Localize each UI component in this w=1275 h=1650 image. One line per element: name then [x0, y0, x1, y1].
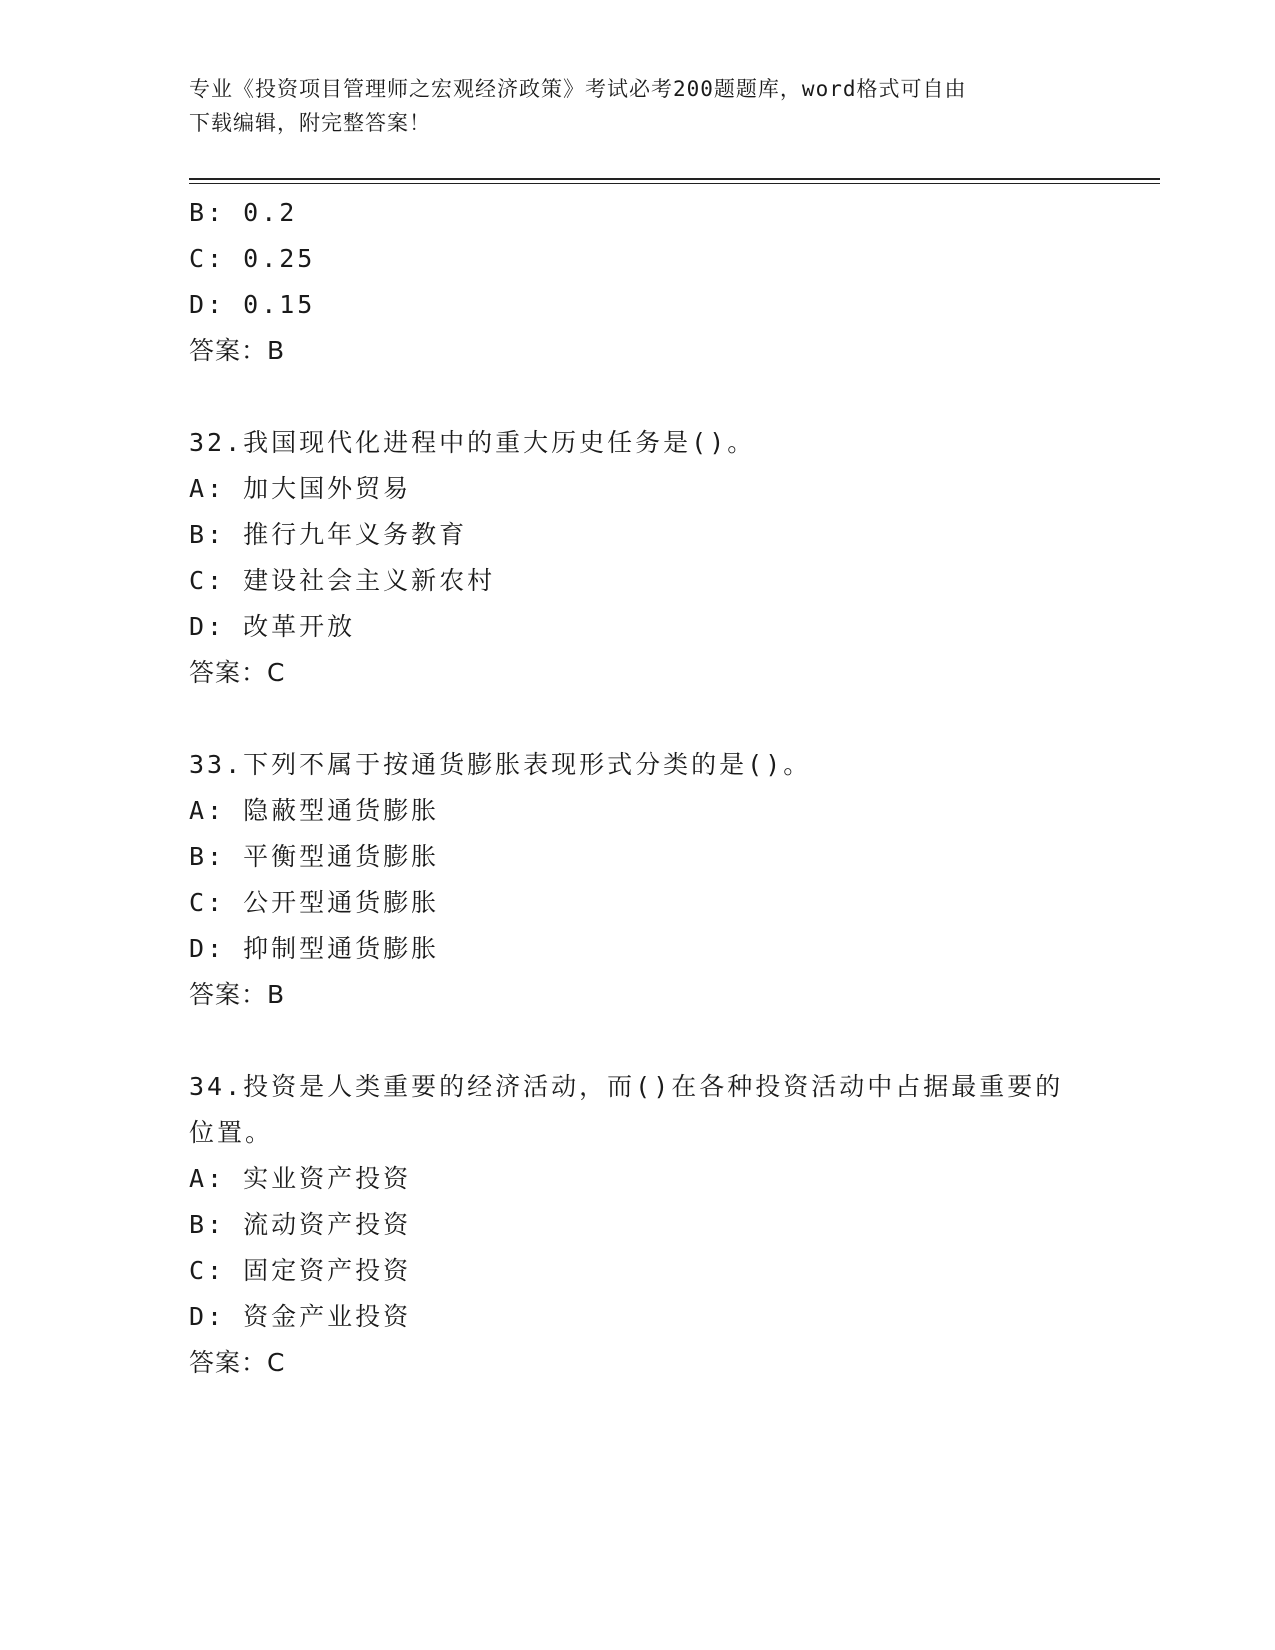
- option-d: D: 抑制型通货膨胀: [189, 934, 440, 963]
- header-divider-thick: [189, 178, 1160, 180]
- question-block-32: [189, 420, 1089, 696]
- option-c: C: 固定资产投资: [189, 1256, 412, 1285]
- option-d: D: 改革开放: [189, 612, 356, 641]
- option-a: A: 加大国外贸易: [189, 474, 412, 503]
- header-line-1: 专业《投资项目管理师之宏观经济政策》考试必考200题题库，word格式可自由: [189, 77, 967, 101]
- option-c: C: 公开型通货膨胀: [189, 888, 440, 917]
- question-text: 33.下列不属于按通货膨胀表现形式分类的是()。: [189, 750, 812, 779]
- header-divider-thin: [189, 183, 1160, 184]
- document-header: [189, 72, 1089, 140]
- question-block-33: [189, 742, 1089, 1018]
- option-a: A: 隐蔽型通货膨胀: [189, 796, 440, 825]
- option-b: B: 平衡型通货膨胀: [189, 842, 440, 871]
- option-b: B: 推行九年义务教育: [189, 520, 468, 549]
- question-block-31: [189, 190, 1089, 374]
- answer-label: 答案：B: [189, 336, 286, 365]
- option-c: C: 0.25: [189, 244, 316, 273]
- question-text: 32.我国现代化进程中的重大历史任务是()。: [189, 428, 756, 457]
- question-list: [189, 190, 1089, 1386]
- option-b: B: 0.2: [189, 198, 298, 227]
- option-b: B: 流动资产投资: [189, 1210, 412, 1239]
- answer-label: 答案：B: [189, 980, 286, 1009]
- option-c: C: 建设社会主义新农村: [189, 566, 496, 595]
- header-line-2: 下载编辑，附完整答案！: [189, 111, 431, 135]
- question-text-line-1: 34.投资是人类重要的经济活动，而()在各种投资活动中占据最重要的: [189, 1072, 1064, 1101]
- option-a: A: 实业资产投资: [189, 1164, 412, 1193]
- option-d: D: 0.15: [189, 290, 316, 319]
- question-text-line-2: 位置。: [189, 1118, 274, 1147]
- question-block-34: [189, 1064, 1089, 1386]
- answer-label: 答案：C: [189, 658, 286, 687]
- option-d: D: 资金产业投资: [189, 1302, 412, 1331]
- answer-label: 答案：C: [189, 1348, 286, 1377]
